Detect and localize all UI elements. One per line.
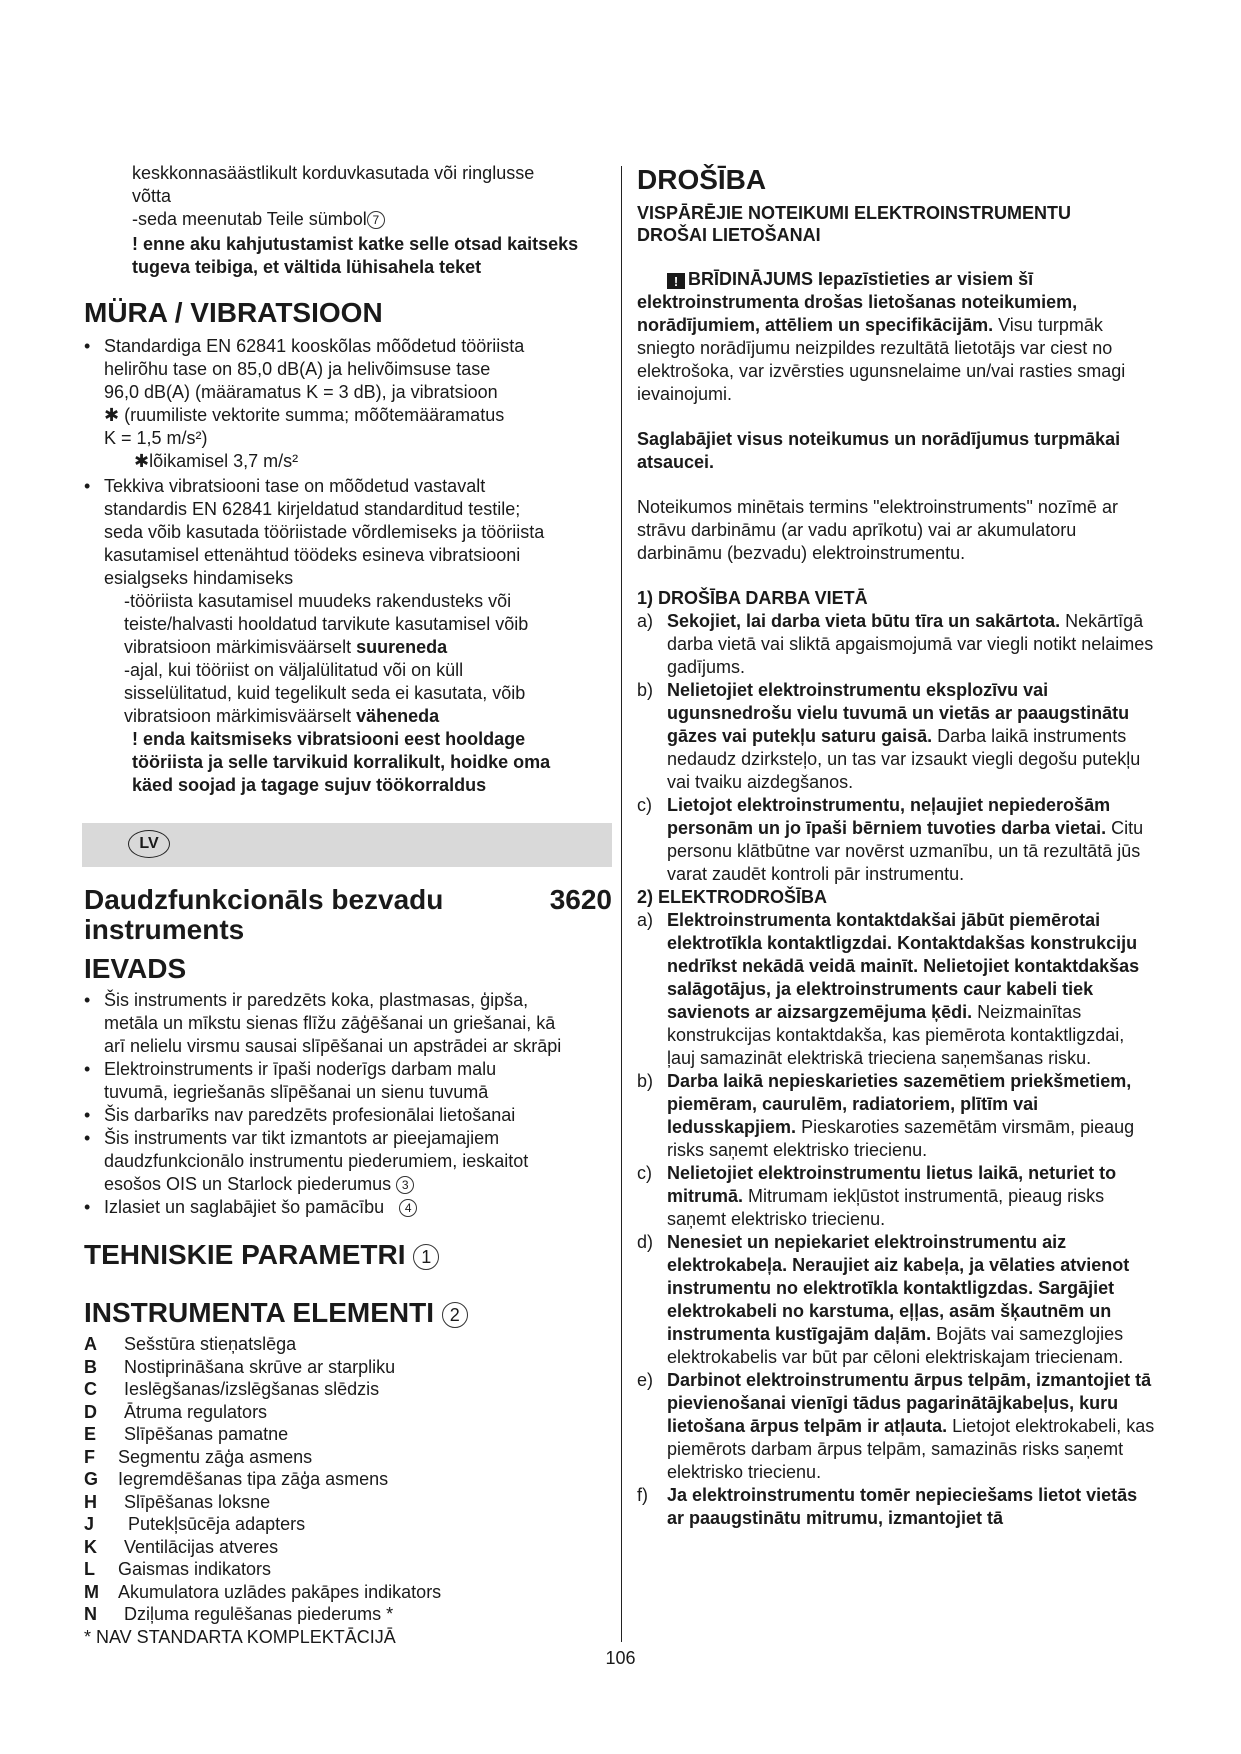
- ievads-bullet-4: • Šis instruments var tikt izmantots ar pieejamajiem daudzfunkcionālo instrumentu piederumiem, ieskaitot esošos OIS un Starlock piederumus 3: [84, 1127, 612, 1196]
- right-column: [637, 162, 1157, 1530]
- element-item: H Slīpēšanas loksne: [84, 1491, 271, 1512]
- left-column: [84, 162, 612, 1649]
- symbol-ref-3: 3: [396, 1176, 414, 1194]
- language-badge: LV: [128, 830, 170, 858]
- save-instructions-note: Saglabājiet visus noteikumus un norādījumus turpmākai atsaucei.: [637, 429, 1121, 472]
- noise-bullet-1: • Standardiga EN 62841 kooskõlas mõõdetud tööriista helirõhu tase on 85,0 dB(A) ja helivõimsuse tase 96,0 dB(A) (määramatus K = 3 dB), ja vibratsioon ✱ (ruumiliste vektorite summa; mõõtemääramatus K = 1,5 m/s²) ✱lõikamisel 3,7 m/s²: [84, 335, 612, 473]
- elements-list: [84, 1333, 612, 1649]
- intro-warning: ! enne aku kahjutustamist katke selle otsad kaitseks tugeva teibiga, et vältida lühisahela teket: [132, 234, 579, 277]
- element-item: L Gaismas indikators: [84, 1559, 272, 1579]
- safety-subheading: VISPĀRĒJIE NOTEIKUMI ELEKTROINSTRUMENTU DROŠAI LIETOŠANAI: [637, 203, 1072, 245]
- intro-text: keskkonnasäästlikult korduvkasutada või ringlusse võtta -seda meenutab Teile sümbol 7: [132, 163, 535, 229]
- element-item: F Segmentu zāģa asmens: [84, 1446, 313, 1467]
- element-item: J Putekļsūcēja adapters: [84, 1514, 306, 1534]
- sec1-item-a: a) Sekojiet, lai darba vieta būtu tīra un sakārtota. Nekārtīgā darba vietā vai sliktā apgaismojumā var viegli notikt nelaimes gadījums.: [637, 611, 1154, 677]
- element-item: E Slīpēšanas pamatne: [84, 1424, 289, 1444]
- noise-sub-1: -tööriista kasutamisel muudeks rakendusteks või teiste/halvasti hooldatud tarvikute kasutamisel võib vibratsioon märkimisväärselt suureneda: [124, 591, 529, 657]
- symbol-ref-4: 4: [399, 1199, 417, 1217]
- ievads-bullet-2: • Elektroinstruments ir īpaši noderīgs darbam malu tuvumā, iegriešanās slīpēšanai un sienu tuvumā: [84, 1058, 612, 1104]
- noise-bullet-2: • Tekkiva vibratsiooni tase on mõõdetud vastavalt standardis EN 62841 kirjeldatud standarditud testile; seda võib kasutada tööriistade võrdlemiseks ja tööriista kasutamisel ettenähtud töödeks esineva vibratsiooni esialgseks hindamiseks: [84, 475, 612, 590]
- element-item: N Dziļuma regulēšanas piederums *: [84, 1604, 394, 1624]
- section-2-title: 2) ELEKTRODROŠĪBA: [637, 887, 828, 907]
- symbol-ref-2: 2: [442, 1302, 468, 1328]
- column-divider: [621, 166, 622, 1642]
- safety-heading: DROŠĪBA: [637, 164, 767, 195]
- sec2-item-f: f) Ja elektroinstrumentu tomēr nepieciešams lietot vietās ar paaugstinātu mitrumu, izmantojiet tā: [637, 1485, 1138, 1528]
- tech-heading: TEHNISKIE PARAMETRI 1: [84, 1239, 612, 1271]
- sec1-item-b: b) Nelietojiet elektroinstrumentu eksplozīvu vai ugunsnedrošu vielu tuvumā un vietās ar paaugstinātu gāzes vai putekļu saturu gaisā. Darba laikā instruments nedaudz dzirksteļo, un tas var izsaukt viegli degošu putekļu vai tvaiku aizdegšanos.: [637, 680, 1141, 792]
- symbol-ref-7: 7: [367, 211, 385, 229]
- sec2-item-e: e) Darbinot elektroinstrumentu ārpus telpām, izmantojiet tā pievienošanai vienīgi tādus pagarinātājkabeļus, kuru lietošana ārpus telpām ir atļauta. Lietojot elektrokabeli, kas piemērots darbam ārpus telpām, samazinās risks saņemt elektrisko triecienu.: [637, 1370, 1155, 1482]
- term-definition: Noteikumos minētais termins "elektroinstruments" nozīmē ar strāvu darbināmu (ar vadu aprīkotu) vai ar akumulatoru darbināmu (bezvadu) elektroinstrumentu.: [637, 497, 1118, 563]
- sec2-item-d: d) Nenesiet un nepiekariet elektroinstrumentu aiz elektrokabeļa. Neraujiet aiz kabeļa, ja vēlaties atvienot instrumentu no elektrotīkla kontaktligzdas. Sargājiet elektrokabeli no karstuma, eļļas, asām šķautnēm un instrumenta kustīgajām daļām. Bojāts vai samezglojies elektrokabelis var būt par cēloni elektriskajam triecienam.: [637, 1232, 1130, 1367]
- language-bar: [82, 823, 612, 867]
- element-item: A Sešstūra stieņatslēga: [84, 1334, 297, 1354]
- sec2-item-b: b) Darba laikā nepieskarieties sazemētiem priekšmetiem, piemēram, caurulēm, radiatoriem, plītīm vai ledusskapjiem. Pieskaroties sazemētām virsmām, pieaug risks saņemt elektrisko triecienu.: [637, 1071, 1135, 1160]
- noise-heading: MÜRA / VIBRATSIOON: [84, 297, 383, 328]
- symbol-ref-1: 1: [413, 1244, 439, 1270]
- element-item: D Ātruma regulators: [84, 1401, 268, 1422]
- elements-heading: INSTRUMENTA ELEMENTI 2: [84, 1297, 612, 1329]
- noise-warning: ! enda kaitsmiseks vibratsiooni eest hooldage tööriista ja selle tarvikuid korralikult, hoidke oma käed soojad ja tagage sujuv töökorraldus: [132, 729, 551, 795]
- general-warning: ! BRĪDINĀJUMS Iepazīstieties ar visiem šī elektroinstrumenta drošas lietošanas noteikumiem, norādījumiem, attēliem un specifikācijām. Visu turpmāk sniegto norādījumu neizpildes rezultātā lietotājs var ciest no elektrošoka, var izvērsties ugunsnelaime un/vai rasties smagi ievainojumi.: [637, 269, 1126, 404]
- model-number: 3620: [549, 884, 612, 915]
- ievads-bullet-5: • Izlasiet un saglabājiet šo pamācību 4: [84, 1196, 612, 1219]
- noise-sub-2: -ajal, kui tööriist on väljalülitatud või on küll sisselülitatud, kuid tegelikult seda ei kasutata, võib vibratsioon märkimisväärselt väheneda: [124, 660, 526, 726]
- element-item: C Ieslēgšanas/izslēgšanas slēdzis: [84, 1379, 380, 1399]
- ievads-heading: IEVADS: [84, 953, 187, 984]
- warning-icon: !: [667, 273, 685, 289]
- ievads-bullet-3: • Šis darbarīks nav paredzēts profesionālai lietošanai: [84, 1104, 612, 1127]
- element-item: G Iegremdēšanas tipa zāģa asmens: [84, 1469, 389, 1489]
- section-1-title: 1) DROŠĪBA DARBA VIETĀ: [637, 588, 868, 608]
- sec2-item-a: a) Elektroinstrumenta kontaktdakšai jābūt piemērotai elektrotīkla kontaktligzdai. Kontaktdakšas konstrukciju nedrīkst nekādā veidā mainīt. Nelietojiet kontaktdakšas salāgotājus, ja elektroinstruments caur kabeli tiek savienots ar aizsargzemējuma ķēdi. Neizmainītas konstrukcijas kontaktdakša, kas piemērota kontaktligzdai, ļauj samazināt elektriskā trieciena saņemšanas risku.: [637, 910, 1140, 1068]
- elements-footnote: * NAV STANDARTA KOMPLEKTĀCIJĀ: [84, 1626, 396, 1647]
- element-item: K Ventilācijas atveres: [84, 1536, 279, 1557]
- sec1-item-c: c) Lietojot elektroinstrumentu, neļaujiet nepiederošām personām un jo īpaši bērniem tuvoties darba vietai. Citu personu klātbūtne var novērst uzmanību, un tā rezultātā jūs varat zaudēt kontroli pār instrumentu.: [637, 795, 1144, 884]
- sec2-item-c: c) Nelietojiet elektroinstrumentu lietus laikā, neturiet to mitrumā. Mitrumam iekļūstot instrumentā, pieaug risks saņemt elektrisko triecienu.: [637, 1163, 1117, 1229]
- page-number: 106: [605, 1648, 636, 1668]
- element-item: B Nostiprināšana skrūve ar starpliku: [84, 1356, 396, 1377]
- ievads-bullet-1: • Šis instruments ir paredzēts koka, plastmasas, ģipša, metāla un mīkstu sienas flīžu zāģēšanai un griešanai, kā arī nelielu virsmu sausai slīpēšanai un apstrādei ar skrāpi: [84, 989, 612, 1058]
- product-title: Daudzfunkcionāls bezvadu instruments 3620: [84, 884, 612, 945]
- element-item: M Akumulatora uzlādes pakāpes indikators: [84, 1581, 442, 1602]
